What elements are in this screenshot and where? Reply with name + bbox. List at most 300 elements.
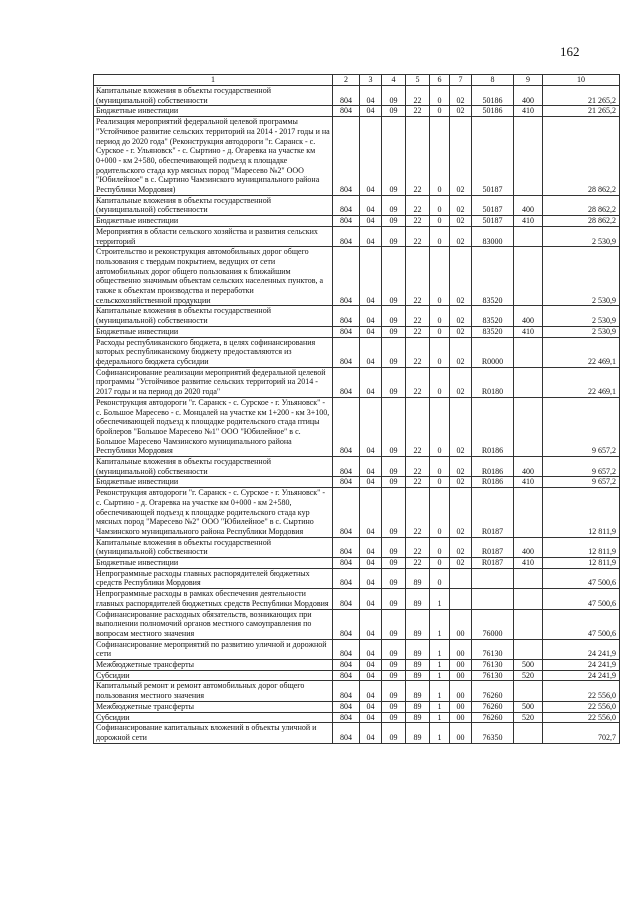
row-code-2: 804 [333,558,360,569]
row-code-9 [514,117,543,196]
row-code-3: 04 [360,457,382,477]
row-description: Межбюджетные трансферты [94,660,333,671]
row-code-8: R0187 [472,488,514,538]
row-amount: 12 811,9 [543,488,620,538]
col-header-4: 4 [382,75,406,86]
row-code-3: 04 [360,397,382,456]
row-code-6: 0 [430,477,450,488]
row-description: Реконструкция автодороги "г. Саранск - с. Сурское - г. Ульяновск" - с. Сыртино - д. Огаревка на участке км 0+000 - км 2+580, обеспечивающей подъезд к площадке родительского стада кур мясных пород "Маресево №2" ООО "Юбилейное" в с. Сыртино Чамзинского муниципального района Республики Мордовия [94,488,333,538]
row-code-4: 09 [382,326,406,337]
row-amount: 28 862,2 [543,195,620,215]
row-code-2: 804 [333,247,360,306]
row-code-7: 00 [450,701,472,712]
row-code-9 [514,337,543,367]
table-row [94,117,620,196]
row-code-9: 400 [514,86,543,106]
row-code-5: 89 [406,639,430,659]
table-row [94,306,620,326]
row-code-6: 1 [430,681,450,701]
row-code-9: 410 [514,216,543,227]
col-header-5: 5 [406,75,430,86]
row-code-9: 520 [514,670,543,681]
row-code-6: 0 [430,306,450,326]
row-code-6: 0 [430,537,450,557]
row-code-7: 02 [450,86,472,106]
table-row [94,195,620,215]
row-code-4: 09 [382,86,406,106]
row-code-3: 04 [360,195,382,215]
row-code-5: 22 [406,397,430,456]
row-code-6: 0 [430,216,450,227]
row-code-6: 0 [430,397,450,456]
row-code-6: 0 [430,86,450,106]
row-code-6: 0 [430,106,450,117]
row-code-6: 0 [430,247,450,306]
row-description: Бюджетные инвестиции [94,326,333,337]
row-code-6: 0 [430,195,450,215]
row-code-2: 804 [333,106,360,117]
row-code-4: 09 [382,397,406,456]
row-code-9: 520 [514,712,543,723]
row-description: Непрограммные расходы главных распорядителей бюджетных средств Республики Мордовия [94,568,333,588]
row-code-8 [472,589,514,609]
row-code-2: 804 [333,195,360,215]
row-code-7: 02 [450,306,472,326]
table-row [94,216,620,227]
row-amount: 2 530,9 [543,306,620,326]
row-description: Бюджетные инвестиции [94,106,333,117]
row-code-9 [514,639,543,659]
row-code-6: 0 [430,457,450,477]
row-code-7: 02 [450,457,472,477]
row-amount: 21 265,2 [543,86,620,106]
row-code-6: 0 [430,226,450,246]
table-row [94,681,620,701]
table-row [94,701,620,712]
row-code-4: 09 [382,723,406,743]
row-code-8: R0186 [472,477,514,488]
table-row [94,537,620,557]
row-code-7: 02 [450,326,472,337]
row-code-9 [514,568,543,588]
row-code-2: 804 [333,537,360,557]
row-code-7: 02 [450,106,472,117]
row-amount: 9 657,2 [543,457,620,477]
row-code-5: 89 [406,712,430,723]
row-code-3: 04 [360,609,382,639]
row-code-8: R0186 [472,457,514,477]
row-code-2: 804 [333,568,360,588]
table-row [94,558,620,569]
row-code-5: 22 [406,247,430,306]
row-description: Капитальные вложения в объекты государственной (муниципальной) собственности [94,457,333,477]
row-description: Софинансирование расходных обязательств, возникающих при выполнении полномочий органов местного самоуправления по вопросам местного значения [94,609,333,639]
table-row [94,639,620,659]
row-code-2: 804 [333,609,360,639]
row-code-6: 1 [430,660,450,671]
row-code-2: 804 [333,457,360,477]
table-body [94,86,620,744]
row-amount: 28 862,2 [543,216,620,227]
row-amount: 9 657,2 [543,477,620,488]
table-row [94,106,620,117]
table-row [94,660,620,671]
row-code-5: 22 [406,457,430,477]
table-row [94,337,620,367]
row-code-9: 410 [514,558,543,569]
row-code-6: 1 [430,723,450,743]
row-code-6: 0 [430,117,450,196]
row-amount: 2 530,9 [543,326,620,337]
row-code-8: 50187 [472,195,514,215]
row-code-8: 50186 [472,86,514,106]
row-description: Бюджетные инвестиции [94,558,333,569]
col-header-3: 3 [360,75,382,86]
table-row [94,326,620,337]
row-code-7: 02 [450,195,472,215]
row-code-9 [514,247,543,306]
row-code-4: 09 [382,609,406,639]
row-code-8: 50187 [472,117,514,196]
row-code-7: 02 [450,477,472,488]
row-code-6: 0 [430,367,450,397]
row-amount: 28 862,2 [543,117,620,196]
row-code-9: 410 [514,326,543,337]
row-code-4: 09 [382,306,406,326]
row-code-8: R0187 [472,537,514,557]
row-code-3: 04 [360,86,382,106]
row-code-7: 02 [450,337,472,367]
row-code-9: 400 [514,457,543,477]
row-code-3: 04 [360,226,382,246]
row-amount: 22 556,0 [543,701,620,712]
table-row [94,457,620,477]
row-code-4: 09 [382,701,406,712]
row-description: Капитальные вложения в объекты государственной (муниципальной) собственности [94,537,333,557]
row-code-5: 22 [406,306,430,326]
row-description: Софинансирование мероприятий по развитию уличной и дорожной сети [94,639,333,659]
row-description: Капитальные вложения в объекты государственной (муниципальной) собственности [94,195,333,215]
row-code-8: 76350 [472,723,514,743]
row-code-7 [450,589,472,609]
row-code-8: R0180 [472,367,514,397]
row-amount: 47 500,6 [543,609,620,639]
row-code-9 [514,609,543,639]
row-code-5: 89 [406,568,430,588]
row-code-4: 09 [382,589,406,609]
row-code-7: 00 [450,639,472,659]
row-amount: 22 556,0 [543,681,620,701]
row-code-5: 22 [406,558,430,569]
row-code-7: 02 [450,247,472,306]
row-description: Бюджетные инвестиции [94,477,333,488]
row-code-4: 09 [382,216,406,227]
row-code-2: 804 [333,477,360,488]
row-code-3: 04 [360,326,382,337]
row-code-5: 22 [406,86,430,106]
row-amount: 22 556,0 [543,712,620,723]
row-code-8: 83520 [472,326,514,337]
row-description: Бюджетные инвестиции [94,216,333,227]
row-code-2: 804 [333,306,360,326]
row-code-6: 1 [430,589,450,609]
row-code-2: 804 [333,488,360,538]
row-amount: 12 811,9 [543,558,620,569]
row-amount: 47 500,6 [543,568,620,588]
row-code-9: 400 [514,306,543,326]
row-code-5: 22 [406,226,430,246]
row-code-3: 04 [360,537,382,557]
row-amount: 2 530,9 [543,247,620,306]
row-code-7: 02 [450,537,472,557]
row-code-6: 1 [430,701,450,712]
row-description: Капитальные вложения в объекты государственной (муниципальной) собственности [94,86,333,106]
row-code-3: 04 [360,477,382,488]
row-code-8: 76260 [472,681,514,701]
table-row [94,712,620,723]
row-code-4: 09 [382,457,406,477]
row-description: Софинансирование капитальных вложений в объекты уличной и дорожной сети [94,723,333,743]
row-code-4: 09 [382,660,406,671]
col-header-1: 1 [94,75,333,86]
row-code-3: 04 [360,660,382,671]
row-code-4: 09 [382,226,406,246]
row-code-4: 09 [382,712,406,723]
table-row [94,568,620,588]
row-code-8: 50186 [472,106,514,117]
row-code-4: 09 [382,670,406,681]
row-code-3: 04 [360,568,382,588]
table-row [94,226,620,246]
row-code-9 [514,397,543,456]
row-code-5: 22 [406,537,430,557]
row-code-8: 83000 [472,226,514,246]
row-code-2: 804 [333,216,360,227]
col-header-6: 6 [430,75,450,86]
row-code-4: 09 [382,681,406,701]
row-code-2: 804 [333,397,360,456]
row-description: Капитальные вложения в объекты государственной (муниципальной) собственности [94,306,333,326]
row-amount: 22 469,1 [543,337,620,367]
table-row [94,488,620,538]
row-description: Строительство и реконструкция автомобильных дорог общего пользования с твердым покрытием, ведущих от сети автомобильных дорог общего пользования к ближайшим общественно значимым объектам сельских населенных пунктов, а также к объектам производства и переработки сельскохозяйственной продукции [94,247,333,306]
row-code-8: 76130 [472,639,514,659]
row-code-5: 22 [406,195,430,215]
row-code-3: 04 [360,670,382,681]
row-code-4: 09 [382,477,406,488]
row-code-7: 02 [450,558,472,569]
row-code-3: 04 [360,723,382,743]
row-code-2: 804 [333,326,360,337]
table-row [94,609,620,639]
row-description: Расходы республиканского бюджета, в целях софинансирования которых республиканскому бюджету предоставляются из федерального бюджета субсидии [94,337,333,367]
row-code-2: 804 [333,660,360,671]
col-header-7: 7 [450,75,472,86]
row-code-7: 00 [450,681,472,701]
row-code-9 [514,723,543,743]
row-code-9 [514,681,543,701]
row-description: Реконструкция автодороги "г. Саранск - с. Сурское - г. Ульяновск" - с. Большое Маресево - с. Монцалей на участке км 1+200 - км 3+100, обеспечивающей подъезд к площадке родительского стада птицы бройлеров "Большое Маресево №1" ООО "Юбилейное" в с. Большое Маресево Чамзинского муниципального района Республики Мордовия [94,397,333,456]
row-code-2: 804 [333,723,360,743]
row-code-7: 00 [450,712,472,723]
row-amount: 24 241,9 [543,670,620,681]
table-row [94,86,620,106]
row-amount: 9 657,2 [543,397,620,456]
row-code-6: 0 [430,558,450,569]
row-code-4: 09 [382,537,406,557]
col-header-10: 10 [543,75,620,86]
row-code-8: 76260 [472,701,514,712]
row-code-6: 1 [430,609,450,639]
row-code-4: 09 [382,195,406,215]
row-code-7: 02 [450,117,472,196]
row-code-9: 410 [514,477,543,488]
row-amount: 24 241,9 [543,660,620,671]
row-code-7: 02 [450,488,472,538]
row-code-9: 500 [514,701,543,712]
row-code-2: 804 [333,367,360,397]
row-code-8 [472,568,514,588]
row-amount: 21 265,2 [543,106,620,117]
row-code-7: 02 [450,397,472,456]
row-code-9: 400 [514,195,543,215]
row-code-8: 83520 [472,306,514,326]
col-header-2: 2 [333,75,360,86]
row-code-5: 22 [406,367,430,397]
table-row [94,247,620,306]
row-code-5: 22 [406,326,430,337]
row-description: Субсидии [94,670,333,681]
row-code-7 [450,568,472,588]
row-code-5: 89 [406,660,430,671]
row-code-5: 22 [406,488,430,538]
row-code-8: 76260 [472,712,514,723]
row-code-3: 04 [360,589,382,609]
row-description: Софинансирование реализации мероприятий федеральной целевой программы "Устойчивое развитие сельских территорий на 2014 - 2017 годы и на период до 2020 года" [94,367,333,397]
page-number: 162 [560,44,580,59]
row-code-6: 0 [430,326,450,337]
row-description: Непрограммные расходы в рамках обеспечения деятельности главных распорядителей бюджетных средств Республики Мордовия [94,589,333,609]
row-code-3: 04 [360,247,382,306]
row-description: Реализация мероприятий федеральной целевой программы "Устойчивое развитие сельских территорий на 2014 - 2017 годы и на период до 2020 года" (Реконструкция автодороги "г. Саранск - с. Сурское - г. Ульяновск" - с. Сыртино - д. Огаревка на участке км 0+000 - км 2+580, обеспечивающей подъезд к площадке родительского стада кур мясных пород "Маресево №2" ООО "Юбилейное" в с. Сыртино Чамзинского муниципального района Республики Мордовия) [94,117,333,196]
row-code-3: 04 [360,216,382,227]
row-code-9 [514,589,543,609]
table-row [94,589,620,609]
table-row [94,670,620,681]
row-code-5: 89 [406,670,430,681]
row-code-7: 02 [450,367,472,397]
row-code-5: 22 [406,106,430,117]
row-code-3: 04 [360,117,382,196]
row-code-3: 04 [360,367,382,397]
row-description: Межбюджетные трансферты [94,701,333,712]
row-code-3: 04 [360,558,382,569]
row-code-5: 22 [406,117,430,196]
row-code-6: 1 [430,639,450,659]
row-code-4: 09 [382,247,406,306]
row-code-7: 00 [450,723,472,743]
row-code-4: 09 [382,106,406,117]
row-code-3: 04 [360,712,382,723]
row-code-9: 410 [514,106,543,117]
row-code-8: R0000 [472,337,514,367]
row-code-7: 02 [450,216,472,227]
row-code-6: 0 [430,337,450,367]
row-amount: 47 500,6 [543,589,620,609]
budget-table [93,74,620,744]
row-code-2: 804 [333,337,360,367]
row-code-4: 09 [382,337,406,367]
row-code-5: 22 [406,337,430,367]
row-code-7: 02 [450,226,472,246]
row-code-8: 76130 [472,660,514,671]
row-code-3: 04 [360,681,382,701]
row-code-5: 22 [406,477,430,488]
row-code-3: 04 [360,306,382,326]
row-code-6: 0 [430,568,450,588]
row-code-2: 804 [333,589,360,609]
row-code-3: 04 [360,488,382,538]
col-header-9: 9 [514,75,543,86]
row-code-5: 89 [406,589,430,609]
row-code-6: 0 [430,488,450,538]
row-code-2: 804 [333,639,360,659]
row-code-5: 89 [406,701,430,712]
header-row [94,75,620,86]
table-row [94,477,620,488]
row-code-9: 500 [514,660,543,671]
row-code-7: 00 [450,670,472,681]
table-row [94,367,620,397]
row-description: Капитальный ремонт и ремонт автомобильных дорог общего пользования местного значения [94,681,333,701]
row-code-2: 804 [333,86,360,106]
row-code-7: 00 [450,609,472,639]
row-code-6: 1 [430,670,450,681]
row-code-5: 89 [406,681,430,701]
table-row [94,723,620,743]
row-code-9 [514,488,543,538]
row-code-5: 89 [406,609,430,639]
row-amount: 24 241,9 [543,639,620,659]
row-code-2: 804 [333,670,360,681]
row-code-4: 09 [382,568,406,588]
row-code-8: 50187 [472,216,514,227]
row-code-2: 804 [333,712,360,723]
col-header-8: 8 [472,75,514,86]
row-code-2: 804 [333,701,360,712]
row-code-2: 804 [333,117,360,196]
row-code-9: 400 [514,537,543,557]
row-code-6: 1 [430,712,450,723]
row-amount: 12 811,9 [543,537,620,557]
row-code-8: 76130 [472,670,514,681]
row-code-8: R0187 [472,558,514,569]
row-code-4: 09 [382,639,406,659]
row-amount: 22 469,1 [543,367,620,397]
row-code-8: 83520 [472,247,514,306]
row-code-2: 804 [333,681,360,701]
row-description: Мероприятия в области сельского хозяйства и развития сельских территорий [94,226,333,246]
row-code-9 [514,226,543,246]
row-code-7: 00 [450,660,472,671]
row-code-4: 09 [382,367,406,397]
row-code-4: 09 [382,558,406,569]
row-code-3: 04 [360,701,382,712]
row-code-4: 09 [382,117,406,196]
row-code-5: 89 [406,723,430,743]
row-description: Субсидии [94,712,333,723]
table-row [94,397,620,456]
